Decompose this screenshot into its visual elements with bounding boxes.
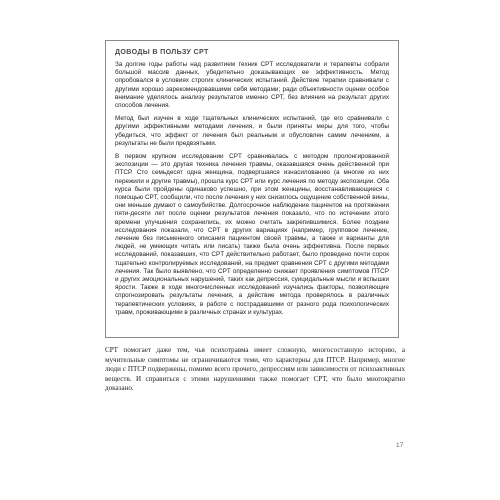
sidebar-paragraph-1: За долгие годы работы над развитием техник CPT исследователи и терапевты собрали большой массив данных, убедительно доказывающих ее эффективность. Метод опробовался в условиях строгих клинических испытаний. Действие терапии сравнивали с другими хорошо зарекомендовавшими себя методами; ради объективности оценки особое внимание уделялось анализу результатов именно CPT, без влияния на результат других способов лечения.: [115, 61, 389, 110]
page-number: 17: [396, 442, 404, 449]
sidebar-paragraph-2: Метод был изучен в ходе тщательных клинических испытаний, где его сравнивали с другими эффективными методами лечения, и были приняты меры для того, чтобы убедиться, что эффект от лечения был реальным и обусловлен самим лечением, а результаты не были предвзятыми.: [115, 115, 389, 147]
sidebar-box: [105, 40, 399, 338]
sidebar-paragraph-3: В первом крупном исследовании CPT сравнивалась с методом пролонгированной экспозиции — это другая техника лечения травмы, оказавшаяся очень действенной при ПТСР. Сто семьдесят одна женщина, подвергшаяся изнасилованию (а многие из них пережили и другие травмы), прошла курс CPT или курс лечения по методу экспозиции. Оба курса были пройдены одинаково успешно, при этом женщины, восстанавливающиеся с помощью CPT, сообщили, что после лечения у них снизилось ощущение собственной вины, они меньше думают о самоубийстве. Долгосрочное наблюдение пациентов на протяжении пяти-десяти лет после оценки результатов лечения показало, что по истечении этого времени улучшения сохранились, их можно считать закрепившимися. Более поздние исследования показали, что CPT в других вариациях (например, групповое лечение, лечение без письменного описания пациентом своей травмы, а также и варианты для людей, не умеющих читать или писать) также была очень эффективна. После первых исследований, показавших, что CPT действительно работает, было проведено почти сорок тщательно контролируемых исследований, на предмет сравнения CPT с другими методами лечения. Так было выявлено, что CPT определенно снижает проявления симптомов ПТСР и других эмоциональных нарушений, таких как депрессия, суицидальные мысли и вспышки ярости. Также в ходе многочисленных исследований изучались факторы, позволяющие спрогнозировать результаты лечения, а действие метода проверялось в различных терапевтических условиях, в работе с пострадавшими от разного рода психологических травм, проживающими в различных странах и культурах.: [115, 153, 389, 316]
body-paragraph: CPT помогает даже тем, чья психотравма имеет сложную, многосоставную историю, а мучительные симптомы не ограничиваются теми, что характерны для ПТСР. Например, многие люди с ПТСР подвержены, помимо всего прочего, депрессиям или зависимости от психоактивных веществ. И справиться с этими нарушениями также помогает CPT, что было многократно доказано.: [105, 346, 405, 393]
sidebar-box-title: ДОВОДЫ В ПОЛЬЗУ CPT: [115, 48, 209, 56]
